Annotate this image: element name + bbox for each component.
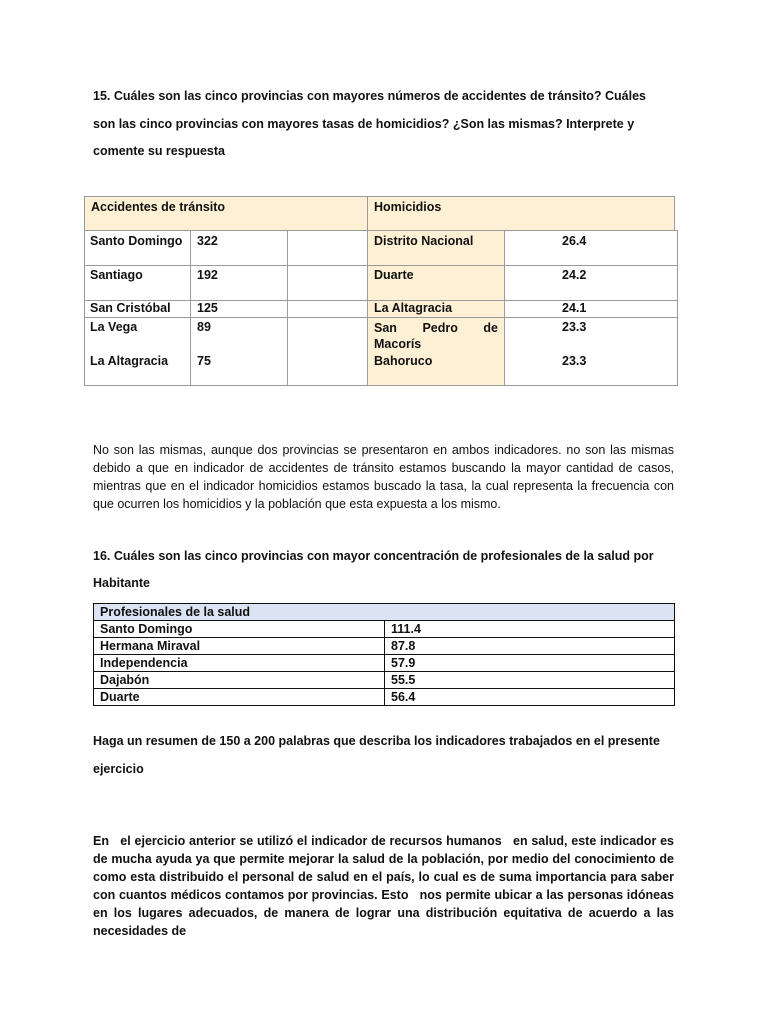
value-cell: 56.4 (385, 689, 675, 706)
table2-header: Profesionales de la salud (94, 604, 675, 621)
homicide-value: 23.3 (562, 354, 587, 368)
summary-prompt-line-2: ejercicio (93, 762, 144, 776)
table-row (94, 621, 675, 638)
value-cell: 87.8 (385, 638, 675, 655)
table-row (94, 672, 675, 689)
province-cell: Duarte (94, 689, 385, 706)
homicide-province: Bahoruco (374, 354, 433, 368)
province-cell: Hermana Miraval (94, 638, 385, 655)
accident-value: 125 (197, 301, 218, 315)
value-cell: 55.5 (385, 672, 675, 689)
value-cell: 57.9 (385, 655, 675, 672)
homicide-value: 24.2 (562, 268, 587, 282)
table-line (84, 385, 678, 386)
header-homicides: Homicidios (367, 196, 675, 231)
health-professionals-table (93, 603, 675, 706)
accident-value: 192 (197, 268, 218, 282)
accident-value: 75 (197, 354, 211, 368)
homicide-province: La Altagracia (374, 301, 453, 315)
question-15-line-1: 15. Cuáles son las cinco provincias con mayores números de accidentes de tránsito? Cuáles (93, 89, 646, 103)
homicide-province: San Pedro de Macorís (374, 321, 498, 351)
question-16-line-1: 16. Cuáles son las cinco provincias con mayor concentración de profesionales de la salud por (93, 549, 654, 563)
accident-province: Santiago (90, 268, 143, 282)
province-cell: Independencia (94, 655, 385, 672)
answer-15-paragraph: No son las mismas, aunque dos provincias se presentaron en ambos indicadores. no son las mismas debido a que en indicador de accidentes de tránsito estamos buscando la mayor cantidad de casos, mientras que en el indicador homicidios estamos buscado la tasa, la cual representa la frecuencia con que ocurren los homicidios y la población que esta expuesta a los mismo. (93, 443, 674, 511)
accident-province: La Vega (90, 320, 138, 334)
table-line (287, 230, 288, 386)
value-cell: 111.4 (385, 621, 675, 638)
summary-prompt-line-1: Haga un resumen de 150 a 200 palabras que describa los indicadores trabajados en el presente (93, 734, 660, 748)
table-row (94, 638, 675, 655)
question-15-line-3: comente su respuesta (93, 144, 225, 158)
accident-province: San Cristóbal (90, 301, 171, 315)
province-cell: Dajabón (94, 672, 385, 689)
homicide-value: 24.1 (562, 301, 587, 315)
header-accidents: Accidentes de tránsito (84, 196, 368, 231)
table-line (504, 230, 505, 386)
question-15-line-2: son las cinco provincias con mayores tasas de homicidios? ¿Son las mismas? Interprete y (93, 117, 635, 131)
province-cell: Santo Domingo (94, 621, 385, 638)
question-16-line-2: Habitante (93, 576, 150, 590)
homicide-province: Distrito Nacional (374, 234, 474, 248)
table-row (94, 655, 675, 672)
table-row (94, 689, 675, 706)
summary-paragraph: En el ejercicio anterior se utilizó el indicador de recursos humanos en salud, este indicador es de mucha ayuda ya que permite mejorar la salud de la población, por medio del conocimiento de como esta distribuido el personal de salud en el país, lo cual es de suma importancia para saber con cuantos médicos contamos por provincias. Esto nos permite ubicar a las personas idóneas en los lugares adecuados, de manera de lograr una distribución equitativa de acuerdo a las necesidades de (93, 834, 678, 938)
accident-value: 89 (197, 320, 211, 334)
accident-value: 322 (197, 234, 218, 248)
homicide-value: 26.4 (562, 234, 587, 248)
table-line (677, 230, 678, 386)
homicide-value: 23.3 (562, 320, 587, 334)
accidents-homicides-table (84, 196, 678, 386)
accident-province: La Altagracia (90, 354, 169, 368)
homicide-province: Duarte (374, 268, 414, 282)
accident-province: Santo Domingo (90, 234, 183, 248)
